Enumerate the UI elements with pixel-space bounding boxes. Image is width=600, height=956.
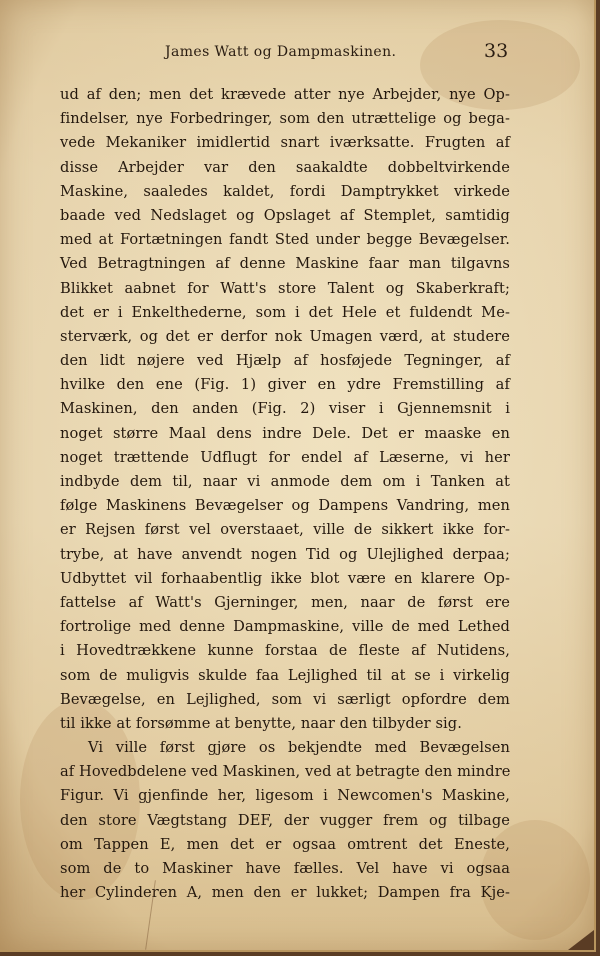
text-line: fortrolige med denne Dampmaskine, ville de med Lethed <box>60 618 510 636</box>
text-line-paragraph-start: Vi ville først gjøre os bekjendte med Bevægelsen <box>88 739 510 757</box>
text-line: som de to Maskiner have fælles. Vel have vi ogsaa <box>60 860 510 877</box>
text-line: som de muligvis skulde faa Lejlighed til at se i virkelig <box>60 666 510 684</box>
text-line: Maskinen, den anden (Fig. 2) viser i Gjennemsnit i <box>60 400 510 418</box>
text-line: Blikket aabnet for Watt's store Talent og Skaberkraft; <box>60 279 510 297</box>
text-line: af Hovedbdelene ved Maskinen, ved at betragte den mindre <box>60 763 511 781</box>
text-line: det er i Enkelthederne, som i det Hele et fuldendt Me- <box>60 303 510 321</box>
text-line: i Hovedtrækkene kunne forstaa de fleste af Nutidens, <box>60 642 510 660</box>
text-line: noget større Maal dens indre Dele. Det er maaske en <box>60 424 510 442</box>
text-line: Bevægelse, en Lejlighed, som vi særligt opfordre dem <box>60 690 510 708</box>
text-line: Udbyttet vil forhaabentlig ikke blot være en klarere Op- <box>60 569 510 587</box>
text-line: er Rejsen først vel overstaaet, ville de sikkert ikke for- <box>60 521 510 539</box>
text-line: Ved Betragtningen af denne Maskine faar man tilgavns <box>60 255 510 273</box>
text-line: den lidt nøjere ved Hjælp af hosføjede Tegninger, af <box>60 352 510 370</box>
text-line: den store Vægtstang DEF, der vugger frem og tilbage <box>60 811 510 829</box>
text-line: Figur. Vi gjenfinde her, ligesom i Newcomen's Maskine, <box>60 787 510 805</box>
text-line: om Tappen E, men det er ogsaa omtrent det Eneste, <box>60 835 510 853</box>
text-line: indbyde dem til, naar vi anmode dem om i Tanken at <box>60 473 510 490</box>
text-line: sterværk, og det er derfor nok Umagen værd, at studere <box>60 327 510 345</box>
text-line: følge Maskinens Bevægelser og Dampens Vandring, men <box>60 497 510 515</box>
text-line: disse Arbejder var den saakaldte dobbeltvirkende <box>60 158 510 176</box>
text-line: fattelse af Watt's Gjerninger, men, naar de først ere <box>60 593 510 611</box>
page-header <box>0 38 594 68</box>
text-line: baade ved Nedslaget og Opslaget af Stemplet, samtidig <box>60 206 510 224</box>
body-text <box>60 83 510 905</box>
text-line: noget trættende Udflugt for endel af Læserne, vi her <box>60 448 510 466</box>
text-line: Maskine, saaledes kaldet, fordi Damptrykket virkede <box>60 182 510 200</box>
text-line-paragraph-end: til ikke at forsømme at benytte, naar den tilbyder sig. <box>60 714 462 732</box>
text-line: ud af den; men det krævede atter nye Arbejder, nye Op- <box>60 86 510 103</box>
text-line: trybe, at have anvendt nogen Tid og Ulejlighed derpaa; <box>60 545 510 563</box>
text-line: vede Mekaniker imidlertid snart iværksatte. Frugten af <box>60 134 510 152</box>
text-line: hvilke den ene (Fig. 1) giver en ydre Fremstilling af <box>60 376 510 394</box>
page-number: 33 <box>484 40 509 62</box>
text-line: med at Fortætningen fandt Sted under begge Bevægelser. <box>60 231 510 249</box>
running-title: James Watt og Dampmaskinen. <box>165 44 397 60</box>
text-line: findelser, nye Forbedringer, som den utrættelige og bega- <box>60 110 510 128</box>
text-line: her Cylinderen A, men den er lukket; Dampen fra Kje- <box>60 884 510 902</box>
